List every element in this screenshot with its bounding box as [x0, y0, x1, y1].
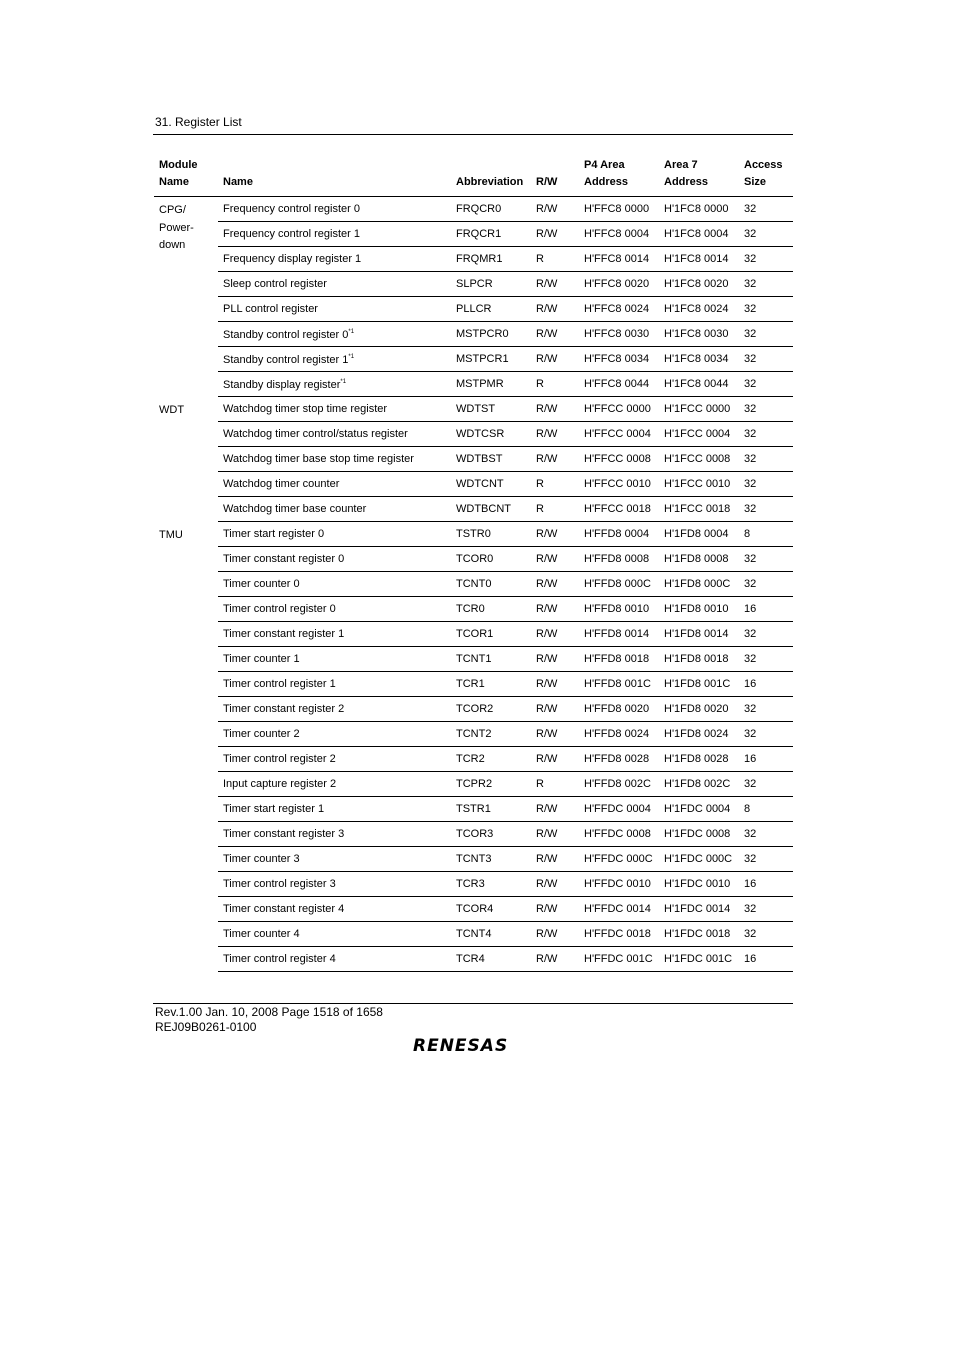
- access-size-cell: 32: [739, 297, 793, 322]
- register-name-cell: PLL control register: [218, 297, 451, 322]
- p4-address-cell: H'FFC8 0000: [579, 197, 659, 222]
- abbreviation-cell: WDTCSR: [451, 422, 531, 447]
- access-size-cell: 16: [739, 597, 793, 622]
- table-row: [154, 272, 793, 297]
- area7-address-cell: H'1FD8 0018: [659, 647, 739, 672]
- p4-address-cell: H'FFD8 000C: [579, 572, 659, 597]
- access-size-cell: 32: [739, 822, 793, 847]
- rw-cell: R/W: [531, 197, 579, 222]
- access-size-cell: 32: [739, 347, 793, 372]
- register-name-cell: Standby control register 1$^{*1}$: [218, 347, 451, 372]
- area7-address-cell: H'1FCC 0008: [659, 447, 739, 472]
- footnote-marker: *1: [348, 329, 355, 335]
- register-name-cell: Timer constant register 2: [218, 697, 451, 722]
- access-size-cell: 16: [739, 747, 793, 772]
- access-size-cell: 32: [739, 447, 793, 472]
- abbreviation-cell: TCR1: [451, 672, 531, 697]
- register-name-cell: Standby display register$^{*1}$: [218, 372, 451, 397]
- p4-address-cell: H'FFC8 0024: [579, 297, 659, 322]
- area7-address-cell: H'1FD8 0024: [659, 722, 739, 747]
- table-row: [154, 397, 793, 422]
- table-row: [154, 722, 793, 747]
- abbreviation-cell: SLPCR: [451, 272, 531, 297]
- register-name-cell: Timer control register 2: [218, 747, 451, 772]
- p4-address-cell: H'FFD8 0008: [579, 547, 659, 572]
- footnote-marker: *1: [348, 354, 355, 360]
- abbreviation-cell: WDTBST: [451, 447, 531, 472]
- p4-address-cell: H'FFDC 0014: [579, 897, 659, 922]
- area7-address-cell: H'1FC8 0034: [659, 347, 739, 372]
- access-size-cell: 32: [739, 547, 793, 572]
- rw-cell: R/W: [531, 872, 579, 897]
- register-name-cell: Timer counter 3: [218, 847, 451, 872]
- rw-cell: R/W: [531, 572, 579, 597]
- p4-address-cell: H'FFDC 000C: [579, 847, 659, 872]
- access-size-cell: 32: [739, 197, 793, 222]
- area7-address-cell: H'1FD8 0004: [659, 522, 739, 547]
- register-name-cell: Timer constant register 4: [218, 897, 451, 922]
- abbreviation-cell: TCOR0: [451, 547, 531, 572]
- area7-address-cell: H'1FC8 0000: [659, 197, 739, 222]
- area7-address-cell: H'1FCC 0004: [659, 422, 739, 447]
- area7-address-cell: H'1FC8 0030: [659, 322, 739, 347]
- register-name-cell: Input capture register 2: [218, 772, 451, 797]
- abbreviation-cell: TCR3: [451, 872, 531, 897]
- p4-address-cell: H'FFCC 0010: [579, 472, 659, 497]
- register-name-cell: Timer counter 0: [218, 572, 451, 597]
- rw-cell: R/W: [531, 672, 579, 697]
- footer-rule: [153, 1003, 793, 1004]
- abbreviation-cell: TCOR4: [451, 897, 531, 922]
- abbreviation-cell: FRQMR1: [451, 247, 531, 272]
- rw-cell: R: [531, 472, 579, 497]
- table-row: [154, 422, 793, 447]
- rw-cell: R: [531, 772, 579, 797]
- abbreviation-cell: TCOR1: [451, 622, 531, 647]
- p4-address-cell: H'FFDC 0018: [579, 922, 659, 947]
- rw-cell: R/W: [531, 747, 579, 772]
- table-row: [154, 372, 793, 397]
- table-row: [154, 622, 793, 647]
- access-size-cell: 16: [739, 947, 793, 972]
- table-row: [154, 822, 793, 847]
- p4-address-cell: H'FFD8 0004: [579, 522, 659, 547]
- abbreviation-cell: TCR4: [451, 947, 531, 972]
- abbreviation-cell: TSTR0: [451, 522, 531, 547]
- p4-address-cell: H'FFCC 0008: [579, 447, 659, 472]
- col-header-rw: R/W: [536, 176, 558, 188]
- rw-cell: R/W: [531, 722, 579, 747]
- module-cell: CPG/ Power- down: [159, 204, 194, 251]
- p4-address-cell: H'FFCC 0000: [579, 397, 659, 422]
- area7-address-cell: H'1FC8 0020: [659, 272, 739, 297]
- table-row: [154, 947, 793, 972]
- footnote-marker: *1: [340, 379, 347, 385]
- area7-address-cell: H'1FD8 0028: [659, 747, 739, 772]
- p4-address-cell: H'FFDC 0008: [579, 822, 659, 847]
- rw-cell: R/W: [531, 922, 579, 947]
- table-row: [154, 347, 793, 372]
- abbreviation-cell: TCOR3: [451, 822, 531, 847]
- abbreviation-cell: WDTBCNT: [451, 497, 531, 522]
- register-name-cell: Timer constant register 1: [218, 622, 451, 647]
- rw-cell: R/W: [531, 447, 579, 472]
- access-size-cell: 32: [739, 722, 793, 747]
- area7-address-cell: H'1FC8 0024: [659, 297, 739, 322]
- area7-address-cell: H'1FCC 0010: [659, 472, 739, 497]
- area7-address-cell: H'1FD8 0008: [659, 547, 739, 572]
- p4-address-cell: H'FFD8 0018: [579, 647, 659, 672]
- access-size-cell: 32: [739, 372, 793, 397]
- rw-cell: R/W: [531, 897, 579, 922]
- abbreviation-cell: TSTR1: [451, 797, 531, 822]
- table-row: [154, 647, 793, 672]
- rw-cell: R: [531, 497, 579, 522]
- rw-cell: R/W: [531, 272, 579, 297]
- register-name-cell: Standby control register 0$^{*1}$: [218, 322, 451, 347]
- abbreviation-cell: WDTCNT: [451, 472, 531, 497]
- area7-address-cell: H'1FDC 0010: [659, 872, 739, 897]
- rw-cell: R/W: [531, 222, 579, 247]
- access-size-cell: 32: [739, 847, 793, 872]
- table-row: [154, 547, 793, 572]
- rw-cell: R: [531, 247, 579, 272]
- access-size-cell: 32: [739, 422, 793, 447]
- table-row: [154, 522, 793, 547]
- rw-cell: R/W: [531, 697, 579, 722]
- rw-cell: R/W: [531, 522, 579, 547]
- area7-address-cell: H'1FD8 0020: [659, 697, 739, 722]
- table-row: [154, 322, 793, 347]
- table-row: [154, 897, 793, 922]
- abbreviation-cell: TCR0: [451, 597, 531, 622]
- table-row: [154, 497, 793, 522]
- col-header-name: Name: [223, 176, 253, 188]
- abbreviation-cell: TCNT1: [451, 647, 531, 672]
- access-size-cell: 32: [739, 897, 793, 922]
- area7-address-cell: H'1FDC 0014: [659, 897, 739, 922]
- table-row: [154, 697, 793, 722]
- table-row: [154, 872, 793, 897]
- p4-address-cell: H'FFD8 0010: [579, 597, 659, 622]
- area7-address-cell: H'1FC8 0014: [659, 247, 739, 272]
- access-size-cell: 32: [739, 272, 793, 297]
- col-header-access-size: Access Size: [744, 159, 783, 188]
- rw-cell: R: [531, 372, 579, 397]
- register-name-cell: Watchdog timer counter: [218, 472, 451, 497]
- rw-cell: R/W: [531, 622, 579, 647]
- col-header-module: Module Name: [159, 159, 198, 188]
- table-row: [154, 847, 793, 872]
- register-name-cell: Sleep control register: [218, 272, 451, 297]
- section-header: 31. Register List: [155, 115, 242, 129]
- p4-address-cell: H'FFC8 0030: [579, 322, 659, 347]
- table-row: [154, 222, 793, 247]
- rw-cell: R/W: [531, 397, 579, 422]
- access-size-cell: 32: [739, 622, 793, 647]
- p4-address-cell: H'FFC8 0004: [579, 222, 659, 247]
- abbreviation-cell: MSTPCR0: [451, 322, 531, 347]
- area7-address-cell: H'1FCC 0000: [659, 397, 739, 422]
- abbreviation-cell: TCNT3: [451, 847, 531, 872]
- area7-address-cell: H'1FDC 0008: [659, 822, 739, 847]
- rw-cell: R/W: [531, 647, 579, 672]
- table-row: [154, 922, 793, 947]
- area7-address-cell: H'1FCC 0018: [659, 497, 739, 522]
- p4-address-cell: H'FFD8 001C: [579, 672, 659, 697]
- abbreviation-cell: FRQCR0: [451, 197, 531, 222]
- p4-address-cell: H'FFC8 0020: [579, 272, 659, 297]
- register-name-cell: Timer constant register 0: [218, 547, 451, 572]
- table-row: [154, 597, 793, 622]
- p4-address-cell: H'FFC8 0044: [579, 372, 659, 397]
- register-name-cell: Watchdog timer control/status register: [218, 422, 451, 447]
- col-header-area7-address: Area 7 Address: [664, 159, 709, 188]
- access-size-cell: 16: [739, 872, 793, 897]
- area7-address-cell: H'1FDC 001C: [659, 947, 739, 972]
- p4-address-cell: H'FFC8 0014: [579, 247, 659, 272]
- rw-cell: R/W: [531, 297, 579, 322]
- area7-address-cell: H'1FD8 0010: [659, 597, 739, 622]
- module-cell: WDT: [159, 403, 185, 416]
- access-size-cell: 8: [739, 797, 793, 822]
- rw-cell: R/W: [531, 947, 579, 972]
- access-size-cell: 32: [739, 572, 793, 597]
- p4-address-cell: H'FFD8 002C: [579, 772, 659, 797]
- register-name-cell: Watchdog timer base counter: [218, 497, 451, 522]
- footer-document-number: REJ09B0261-0100: [155, 1020, 257, 1034]
- table-row: [154, 747, 793, 772]
- p4-address-cell: H'FFC8 0034: [579, 347, 659, 372]
- footer-revision: Rev.1.00 Jan. 10, 2008 Page 1518 of 1658: [155, 1005, 383, 1019]
- abbreviation-cell: FRQCR1: [451, 222, 531, 247]
- p4-address-cell: H'FFD8 0024: [579, 722, 659, 747]
- area7-address-cell: H'1FC8 0004: [659, 222, 739, 247]
- access-size-cell: 32: [739, 472, 793, 497]
- rw-cell: R/W: [531, 322, 579, 347]
- abbreviation-cell: MSTPCR1: [451, 347, 531, 372]
- p4-address-cell: H'FFD8 0028: [579, 747, 659, 772]
- register-name-cell: Timer counter 1: [218, 647, 451, 672]
- area7-address-cell: H'1FD8 0014: [659, 622, 739, 647]
- access-size-cell: 32: [739, 922, 793, 947]
- register-name-cell: Timer counter 2: [218, 722, 451, 747]
- access-size-cell: 32: [739, 697, 793, 722]
- rw-cell: R/W: [531, 822, 579, 847]
- table-header-row: [154, 157, 793, 197]
- abbreviation-cell: WDTST: [451, 397, 531, 422]
- renesas-logo: [413, 1035, 533, 1055]
- rw-cell: R/W: [531, 422, 579, 447]
- table-row: [154, 472, 793, 497]
- p4-address-cell: H'FFDC 0010: [579, 872, 659, 897]
- table-row: [154, 797, 793, 822]
- access-size-cell: 8: [739, 522, 793, 547]
- p4-address-cell: H'FFDC 0004: [579, 797, 659, 822]
- register-name-cell: Timer control register 0: [218, 597, 451, 622]
- rw-cell: R/W: [531, 847, 579, 872]
- col-header-abbreviation: Abbreviation: [456, 176, 524, 188]
- p4-address-cell: H'FFD8 0014: [579, 622, 659, 647]
- register-table: [154, 157, 793, 972]
- register-name-cell: Timer control register 3: [218, 872, 451, 897]
- register-name-cell: Timer counter 4: [218, 922, 451, 947]
- header-rule: [153, 134, 793, 135]
- abbreviation-cell: TCNT4: [451, 922, 531, 947]
- rw-cell: R/W: [531, 547, 579, 572]
- area7-address-cell: H'1FD8 000C: [659, 572, 739, 597]
- abbreviation-cell: MSTPMR: [451, 372, 531, 397]
- rw-cell: R/W: [531, 797, 579, 822]
- table-row: [154, 572, 793, 597]
- register-name-cell: Watchdog timer stop time register: [218, 397, 451, 422]
- register-name-cell: Timer control register 1: [218, 672, 451, 697]
- table-row: [154, 447, 793, 472]
- access-size-cell: 32: [739, 497, 793, 522]
- access-size-cell: 32: [739, 247, 793, 272]
- table-row: [154, 772, 793, 797]
- register-name-cell: Frequency control register 1: [218, 222, 451, 247]
- renesas-logo-text: RENESAS: [413, 1036, 509, 1055]
- register-name-cell: Watchdog timer base stop time register: [218, 447, 451, 472]
- register-name-cell: Timer constant register 3: [218, 822, 451, 847]
- area7-address-cell: H'1FDC 0018: [659, 922, 739, 947]
- table-row: [154, 672, 793, 697]
- area7-address-cell: H'1FD8 002C: [659, 772, 739, 797]
- access-size-cell: 32: [739, 772, 793, 797]
- p4-address-cell: H'FFCC 0004: [579, 422, 659, 447]
- register-name-cell: Frequency display register 1: [218, 247, 451, 272]
- area7-address-cell: H'1FDC 000C: [659, 847, 739, 872]
- abbreviation-cell: TCR2: [451, 747, 531, 772]
- register-name-cell: Frequency control register 0: [218, 197, 451, 222]
- access-size-cell: 32: [739, 322, 793, 347]
- abbreviation-cell: TCPR2: [451, 772, 531, 797]
- table-body: [154, 197, 793, 972]
- access-size-cell: 32: [739, 647, 793, 672]
- access-size-cell: 32: [739, 397, 793, 422]
- abbreviation-cell: TCNT0: [451, 572, 531, 597]
- area7-address-cell: H'1FDC 0004: [659, 797, 739, 822]
- area7-address-cell: H'1FC8 0044: [659, 372, 739, 397]
- access-size-cell: 32: [739, 222, 793, 247]
- table-row: [154, 297, 793, 322]
- module-cell: TMU: [159, 528, 183, 541]
- abbreviation-cell: TCOR2: [451, 697, 531, 722]
- p4-address-cell: H'FFCC 0018: [579, 497, 659, 522]
- register-name-cell: Timer start register 0: [218, 522, 451, 547]
- col-header-p4-address: P4 Area Address: [584, 159, 629, 188]
- p4-address-cell: H'FFD8 0020: [579, 697, 659, 722]
- abbreviation-cell: TCNT2: [451, 722, 531, 747]
- access-size-cell: 16: [739, 672, 793, 697]
- table-row: [154, 197, 793, 222]
- register-name-cell: Timer start register 1: [218, 797, 451, 822]
- rw-cell: R/W: [531, 347, 579, 372]
- rw-cell: R/W: [531, 597, 579, 622]
- p4-address-cell: H'FFDC 001C: [579, 947, 659, 972]
- register-name-cell: Timer control register 4: [218, 947, 451, 972]
- area7-address-cell: H'1FD8 001C: [659, 672, 739, 697]
- table-row: [154, 247, 793, 272]
- abbreviation-cell: PLLCR: [451, 297, 531, 322]
